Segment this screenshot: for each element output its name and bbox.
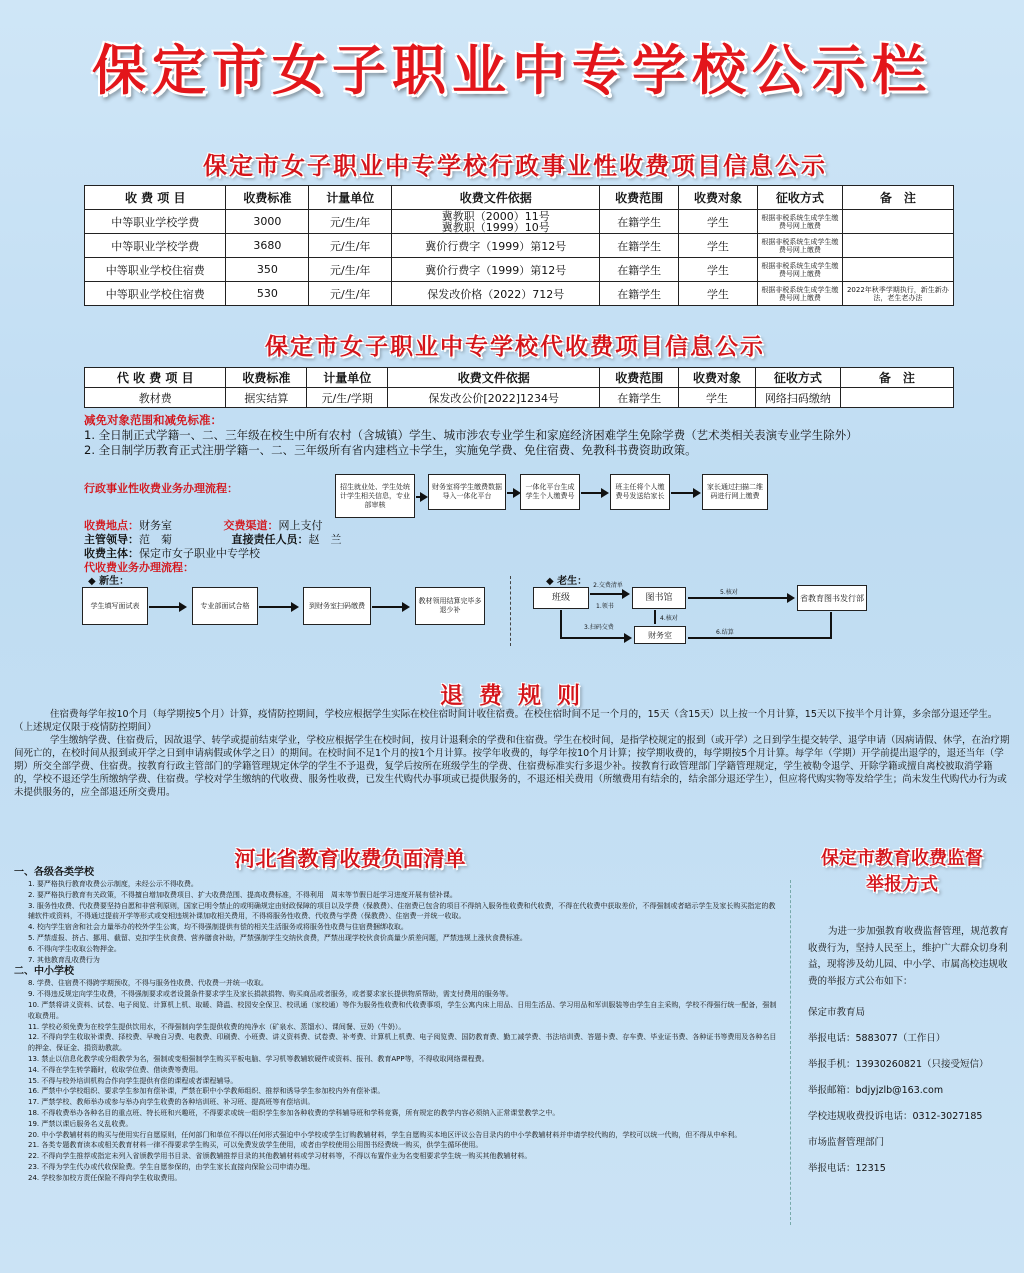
table-cell: 中等职业学校住宿费	[85, 258, 226, 282]
flow-step: 招生就业处、学生处统计学生相关信息，专业部审核	[335, 474, 415, 518]
phone-label: 举报电话：	[808, 1033, 856, 1044]
table-cell: 中等职业学校住宿费	[85, 282, 226, 306]
table-cell: 元/生/年	[309, 258, 392, 282]
platform-label: 学校违规收费投诉电话：	[808, 1111, 913, 1122]
report-title	[796, 846, 1008, 898]
refund-paragraph: 学生缴纳学费、住宿费后，因故退学、转学或提前结束学业，学校应根据学生在校时间，按月计退剩余的学费和住宿费。学生在校时间，是指学校规定的报到（或开学）之日到学生提交转学、退学申请（因病请假、休学，在治疗期间死亡的，在校时间从报到或开学之日到申请病假或休学之日）的期间。在校时间不足1个月的按1个月计算。按学年收费的，每学年按10个月计算；按学期收费的，每学期按5个月计算。每学年（学期）开学前提出退学的，退还当年（学期）所交全部学费、住宿费。按教育行政主管部门的学籍管理规定休学的学生不予退费，复学后按所在班级学生的学费、住宿费标准实行多退少补。按教育行政管理部门学籍管理规定，学生被勒令退学、开除学籍或擅自离校被取消学籍的，学校不退还学生所缴纳学费、住宿费。学校对学生缴纳的代收费、服务性收费，已发生代购代办事项或已提供服务的，不退还相关费用（所缴费用有结余的，结余部分退还学生），但应将代购实物等发给学生；尚未发生代购代办行为或未提供服务的，应全部退还所交费用。	[14, 735, 1010, 798]
old-student-label: ◆ 老生：	[546, 576, 588, 587]
list-item: 9. 不得违反规定向学生收费，不得强制要求或者设置条件要求学生及家长捐款捐物、购买商品或者服务，或者要求家长提供物质帮助，需支付费用的服务等。	[28, 990, 513, 999]
negative-heading: 一、各级各类学校	[14, 867, 94, 878]
table-cell: 元/生/年	[309, 210, 392, 234]
table-row	[85, 388, 954, 408]
table-cell: 冀教职（2000）11号 冀教职（1999）10号	[392, 210, 600, 234]
leader-value: 范 菊	[139, 533, 172, 546]
node-library: 图书馆	[632, 587, 686, 609]
table-cell: 在籍学生	[600, 282, 679, 306]
refund-title: 退 费 规 则	[439, 683, 585, 709]
flow-arrow	[149, 606, 183, 608]
report-title-line: 举报方式	[866, 874, 938, 895]
list-item: 2. 要严格执行教育有关政策，不得擅自增加收费项目、扩大收费范围、提高收费标准，不得利用 周末等节假日赶学习进度开展有偿补课。	[28, 890, 457, 899]
flow-arrow	[507, 492, 517, 494]
subject-value: 保定市女子职业中专学校	[139, 547, 260, 560]
refund-paragraph: 住宿费每学年按10个月（每学期按5个月）计算，疫情防控期间，学校应根据学生实际在校住宿时间计收住宿费。在校住宿时间不足一个月的，15天（含15天）以上按一个月计算，15天以下按半个月计算，多余部分退还学生。（上述规定仅限于疫情防控期间）	[14, 709, 998, 733]
flow-arrow	[688, 597, 791, 599]
edge-label: 2.交费清单	[593, 582, 623, 589]
header-cell: 计量单位	[309, 186, 392, 210]
table-cell: 元/生/年	[309, 234, 392, 258]
fee-section-title: 保定市女子职业中专学校行政事业性收费项目信息公示	[203, 152, 827, 180]
list-item: 18. 不得收费举办各种名目的重点班、特长班和兴趣班，不得要求或统一组织学生参加各种收费的学科辅导班和学科竞赛，所有规定的教学内容必须纳入正常课堂教学之中。	[28, 1108, 560, 1117]
process1-heading: 行政事业性收费业务办理流程：	[84, 482, 238, 495]
flow-arrow	[581, 492, 605, 494]
header-cell: 收费对象	[679, 368, 756, 388]
node-publisher: 省教育图书发行部	[797, 585, 867, 611]
phone-label: 举报电话：	[808, 1163, 856, 1174]
list-item: 20. 中小学教辅材料的购买与使用实行自愿原则，任何部门和单位不得以任何形式强迫中小学校或学生订购教辅材料，学生自愿购买本地区评议公告目录内的中小学教辅材料并申请学校代购的，学校可以统一代购，但不得从中牟利。	[28, 1130, 742, 1139]
table-cell	[840, 388, 953, 408]
table-cell: 网络扫码缴纳	[755, 388, 840, 408]
table-cell: 元/生/年	[309, 282, 392, 306]
table-cell: 冀价行费字（1999）第12号	[392, 258, 600, 282]
connector-line	[654, 610, 656, 624]
list-item: 8. 学费、住宿费不得跨学期预收，不得与服务性收费、代收费一并统一收取。	[28, 979, 268, 988]
flow-step: 家长通过扫描二维码进行网上缴费	[702, 474, 768, 510]
new-student-label: ◆ 新生：	[88, 576, 130, 587]
negative-heading: 二、中小学校	[14, 966, 74, 978]
list-item: 5. 严禁虚报、挤占、挪用、截留、克扣学生伙食费、营养膳食补助，严禁强制学生交纳伙食费，严禁出现学校伙食价高量少质差问题，严禁违规上涨伙食费标准。	[28, 933, 527, 942]
divider	[510, 576, 511, 646]
subject-label: 收费主体：	[84, 547, 139, 560]
flow-arrow	[416, 496, 424, 498]
agent-table-header	[85, 368, 954, 388]
table-cell: 学生	[679, 234, 758, 258]
place-value: 财务室	[139, 519, 172, 532]
report-org: 市场监督管理部门	[808, 1137, 885, 1148]
main-title: 保定市女子职业中专学校公示栏	[92, 39, 932, 102]
header-cell: 收费标准	[226, 186, 309, 210]
table-cell	[842, 234, 953, 258]
new-step: 专业部面试合格	[192, 587, 258, 625]
list-item: 19. 严禁以课后服务名义乱收费。	[28, 1119, 133, 1128]
edge-label: 6.结算	[716, 629, 734, 636]
negative-list	[14, 866, 782, 1184]
list-item: 4. 校内学生宿舍和社会力量举办的校外学生公寓，均不得强制提供有偿的相关生活服务或将服务性收费与住宿费捆绑收取。	[28, 923, 408, 932]
list-item: 1. 要严格执行教育收费公示制度，未经公示不得收费。	[28, 880, 198, 888]
list-item: 12. 不得向学生收取补课费、择校费、早晚自习费、电教费、印刷费、小班费、讲义资料费、试卷费、补考费、计算机上机费、电子阅览费、国防教育费、勤工减学费、书法培训费、答题卡费、存车费、毕业证书费、各种证书等费用及各种名目的押金、保证金、捐资助教款。	[28, 1033, 777, 1053]
reduction-heading: 减免对象范围和减免标准：	[84, 413, 222, 427]
table-row	[85, 282, 954, 306]
platform-value: 0312-3027185	[912, 1111, 983, 1122]
table-cell: 根据非税系统生成学生缴费号网上缴费	[757, 282, 842, 306]
fee-table	[84, 185, 954, 306]
leader-label: 主管领导：	[84, 533, 139, 546]
table-cell: 在籍学生	[600, 258, 679, 282]
node-finance: 财务室	[634, 626, 686, 644]
list-item: 21. 各类专题教育读本或相关教育材料一律不得要求学生购买，可以免费发放学生使用，或者由学校使用公用图书经费统一购买，供学生循环使用。	[28, 1141, 483, 1150]
report-section	[808, 924, 1012, 1176]
table-cell: 学生	[679, 210, 758, 234]
header-cell: 收费对象	[679, 186, 758, 210]
report-title-line: 保定市教育收费监督	[821, 848, 983, 869]
header-cell: 备 注	[842, 186, 953, 210]
mobile-label: 举报手机：	[808, 1059, 856, 1070]
table-cell: 350	[226, 258, 309, 282]
new-step: 到财务室扫码缴费	[303, 587, 371, 625]
list-item: 15. 不得与校外培训机构合作向学生提供有偿的课程或者课程辅导。	[28, 1076, 238, 1085]
reduction-item: 1. 全日制正式学籍一、二、三年级在校生中所有农村（含城镇）学生、城市涉农专业学生和家庭经济困难学生免除学费（艺术类相关表演专业学生除外）	[84, 428, 858, 442]
connector-line	[688, 637, 830, 639]
table-cell: 530	[226, 282, 309, 306]
reduction-item: 2. 全日制学历教育正式注册学籍一、二、三年级所有省内建档立卡学生，实施免学费、免住宿费、免教科书费资助政策。	[84, 443, 697, 457]
table-cell: 3000	[226, 210, 309, 234]
channel-label: 交费渠道：	[223, 519, 279, 532]
table-cell	[842, 210, 953, 234]
table-cell: 2022年秋季学期执行，新生新办法，老生老办法	[842, 282, 953, 306]
table-cell: 根据非税系统生成学生缴费号网上缴费	[757, 234, 842, 258]
process2-heading: 代收费业务办理流程：	[84, 561, 194, 574]
list-item: 13. 禁止以信息化教学或分组教学为名，强制或变相强制学生购买平板电脑、学习机等教辅软硬件或资料、报刊、教育APP等，不得收取网络课程费。	[28, 1054, 489, 1063]
table-cell: 学生	[679, 282, 758, 306]
edge-label: 4.核对	[660, 615, 678, 622]
node-class: 班级	[533, 587, 589, 609]
report-org: 保定市教育局	[808, 1007, 866, 1018]
flow-step: 班主任将个人缴费号发送给家长	[610, 474, 670, 510]
header-cell: 代 收 费 项 目	[85, 368, 226, 388]
header-cell: 计量单位	[307, 368, 388, 388]
table-cell: 学生	[679, 388, 756, 408]
list-item: 24. 学校参加校方责任保险不得向学生收取费用。	[28, 1173, 182, 1182]
negative-list-title: 河北省教育收费负面清单	[234, 847, 466, 871]
flow-arrow	[560, 637, 628, 639]
new-step: 教材领用结算完毕多退少补	[415, 587, 485, 625]
header-cell: 收费范围	[600, 186, 679, 210]
table-cell: 3680	[226, 234, 309, 258]
agent-fee-table	[84, 367, 954, 408]
flow-arrow	[372, 606, 406, 608]
list-item: 10. 严禁将讲义资料、试卷、电子阅览、计算机上机、取暖、降温、校园安全保卫、校讯通（家校通）等作为服务性收费和代收费事项，学生公寓内床上用品、日用生活品、学习用品和军训服装等由学生自主采购，学校不得强行统一配备，强制收取费用。	[28, 1000, 777, 1020]
list-item: 7. 其他教育乱收费行为	[28, 955, 100, 964]
list-item: 16. 严禁中小学校组织、要求学生参加有偿补课，严禁在职中小学教师组织、推荐和诱导学生参加校内外有偿补课。	[28, 1087, 385, 1096]
resp-value: 赵 兰	[308, 533, 342, 546]
table-cell: 据实结算	[226, 388, 307, 408]
table-cell: 在籍学生	[600, 210, 679, 234]
refund-text	[14, 708, 1010, 799]
report-intro: 为进一步加强教育收费监督管理，规范教育收费行为，坚持人民至上，维护广大群众切身利益，现将涉及幼儿园、中小学、市属高校违规收费的举报方式公布如下：	[808, 926, 1009, 987]
header-cell: 收 费 项 目	[85, 186, 226, 210]
mobile-value: 13930260821（只接受短信）	[855, 1059, 989, 1070]
flow-step: 一体化平台生成学生个人缴费号	[520, 474, 580, 510]
table-cell: 教材费	[85, 388, 226, 408]
new-step: 学生填写面试表	[82, 587, 148, 625]
header-cell: 收费文件依据	[388, 368, 600, 388]
header-cell: 征收方式	[757, 186, 842, 210]
table-cell: 在籍学生	[600, 388, 679, 408]
flow-arrow	[590, 593, 626, 595]
table-cell: 中等职业学校学费	[85, 210, 226, 234]
phone-value: 12315	[855, 1163, 886, 1174]
edge-label: 3.扫码交费	[584, 624, 614, 631]
email-label: 举报邮箱：	[808, 1085, 856, 1096]
table-cell: 根据非税系统生成学生缴费号网上缴费	[757, 258, 842, 282]
agent-section-title: 保定市女子职业中专学校代收费项目信息公示	[265, 334, 765, 360]
edge-label: 5.核对	[720, 589, 738, 596]
reduction-section	[84, 413, 954, 458]
list-item: 23. 不得为学生代办或代收保险费。学生自愿参保的，由学生家长直接向保险公司申请办理。	[28, 1162, 315, 1171]
connector-line	[560, 610, 562, 638]
header-cell: 征收方式	[755, 368, 840, 388]
table-cell: 根据非税系统生成学生缴费号网上缴费	[757, 210, 842, 234]
fee-info	[84, 519, 342, 561]
channel-value: 网上支付	[278, 519, 323, 532]
header-cell: 收费范围	[600, 368, 679, 388]
divider	[790, 880, 791, 1225]
flow-step: 财务室将学生缴费数据导入一体化平台	[428, 474, 506, 510]
flow-arrow	[259, 606, 295, 608]
list-item: 14. 不得在学生转学籍时，收取学位费、借读费等费用。	[28, 1065, 203, 1074]
edge-label: 1.领书	[596, 603, 614, 610]
connector-line	[830, 612, 832, 639]
header-cell: 备 注	[840, 368, 953, 388]
place-label: 收费地点：	[84, 519, 139, 532]
table-row	[85, 234, 954, 258]
table-cell: 在籍学生	[600, 234, 679, 258]
resp-label: 直接责任人员：	[231, 533, 309, 546]
table-cell: 元/生/学期	[307, 388, 388, 408]
list-item: 11. 学校必须免费为在校学生提供饮用水，不得强制向学生提供收费的纯净水（矿泉水、蒸馏水）、课间餐、豆奶（牛奶）。	[28, 1022, 406, 1031]
table-cell: 保发改公价[2022]1234号	[388, 388, 600, 408]
fee-table-header	[85, 186, 954, 210]
phone-value: 5883077（工作日）	[855, 1033, 946, 1044]
table-cell: 中等职业学校学费	[85, 234, 226, 258]
list-item: 6. 不得向学生收取公物押金。	[28, 944, 121, 953]
table-cell: 保发改价格（2022）712号	[392, 282, 600, 306]
table-row	[85, 258, 954, 282]
table-row	[85, 210, 954, 234]
header-cell: 收费标准	[226, 368, 307, 388]
table-cell: 学生	[679, 258, 758, 282]
list-item: 17. 严禁学校、教师举办或参与举办向学生收费的各种培训班、补习班、提高班等有偿培训。	[28, 1098, 315, 1107]
table-cell	[842, 258, 953, 282]
list-item: 3. 服务性收费、代收费要坚持自愿和非营利原则，国家已明令禁止的或明确规定由财政保障的项目以及学费（保教费）、住宿费已包含的项目不得纳入服务性收费和代收费，不得在代收费中获取差价，不得强制或者暗示学生及家长购买指定的教辅软件或资料，不得通过提前开学等形式或变相违规补课加收相关费用，不得将服务性收费、代收费与学费（保教费）、住宿费一并统一收取。	[28, 901, 776, 921]
header-cell: 收费文件依据	[392, 186, 600, 210]
table-cell: 冀价行费字（1999）第12号	[392, 234, 600, 258]
email-value: bdjyjzlb@163.com	[855, 1085, 944, 1096]
list-item: 22. 不得向学生推荐或指定未列入省颁教学用书目录、省颁教辅推荐目录的其他教辅材料或学习材料等，不得以布置作业为名变相要求学生统一购买其他教辅材料。	[28, 1152, 532, 1161]
flow-arrow	[671, 492, 697, 494]
